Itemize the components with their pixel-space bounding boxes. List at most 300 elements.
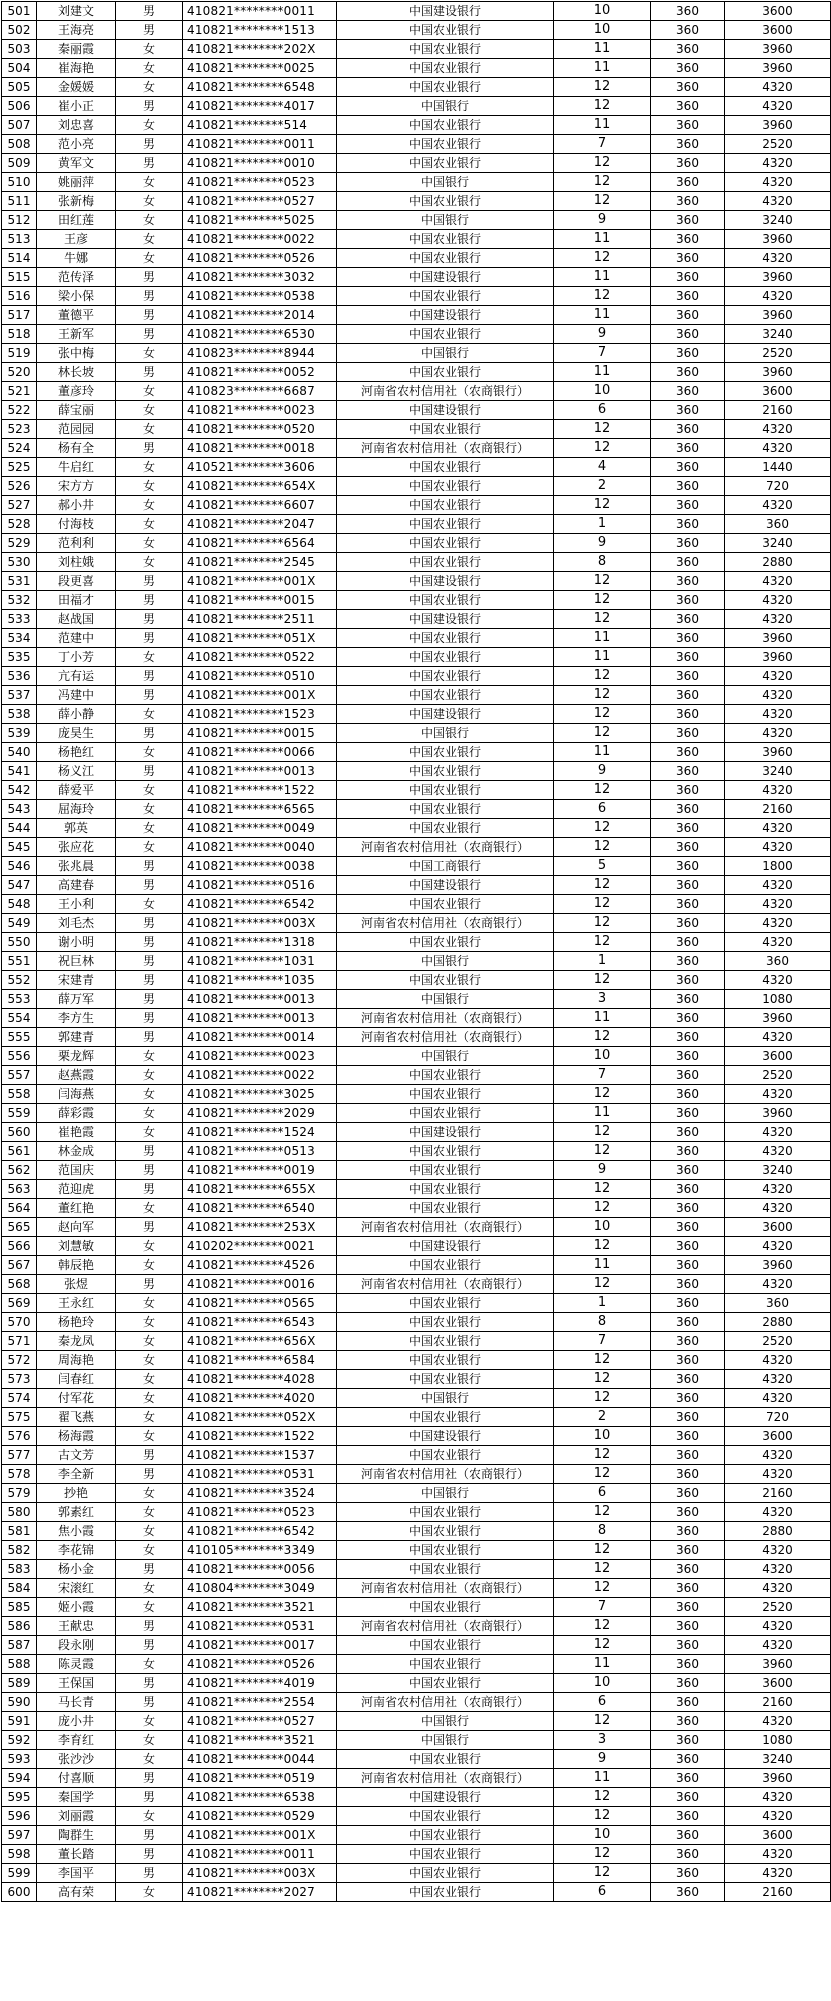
row-number-cell: 551 [2,952,37,971]
months-cell: 2 [554,477,651,496]
bank-cell: 中国农业银行 [337,781,554,800]
name-cell: 王海亮 [37,21,116,40]
gender-cell: 女 [116,344,183,363]
row-number-cell: 567 [2,1256,37,1275]
months-cell: 12 [554,97,651,116]
name-cell: 古文芳 [37,1446,116,1465]
rate-cell: 360 [651,762,725,781]
id-number-cell: 410821********0523 [183,173,337,192]
amount-cell: 4320 [725,1560,831,1579]
gender-cell: 男 [116,1028,183,1047]
table-row [2,249,831,268]
name-cell: 牛启红 [37,458,116,477]
gender-cell: 女 [116,1104,183,1123]
amount-cell: 3960 [725,363,831,382]
rate-cell: 360 [651,667,725,686]
id-number-cell: 410821********3025 [183,1085,337,1104]
name-cell: 杨小金 [37,1560,116,1579]
months-cell: 12 [554,192,651,211]
amount-cell: 3240 [725,762,831,781]
rate-cell: 360 [651,1009,725,1028]
months-cell: 12 [554,591,651,610]
row-number-cell: 574 [2,1389,37,1408]
bank-cell: 河南省农村信用社（农商银行） [337,1275,554,1294]
name-cell: 闫海燕 [37,1085,116,1104]
months-cell: 12 [554,1617,651,1636]
months-cell: 12 [554,1123,651,1142]
bank-cell: 中国农业银行 [337,1598,554,1617]
amount-cell: 4320 [725,819,831,838]
rate-cell: 360 [651,1845,725,1864]
bank-cell: 中国农业银行 [337,1883,554,1902]
row-number-cell: 600 [2,1883,37,1902]
table-row [2,534,831,553]
id-number-cell: 410821********655X [183,1180,337,1199]
table-row [2,591,831,610]
bank-cell: 中国农业银行 [337,1294,554,1313]
rate-cell: 360 [651,1332,725,1351]
row-number-cell: 592 [2,1731,37,1750]
row-number-cell: 528 [2,515,37,534]
row-number-cell: 513 [2,230,37,249]
bank-cell: 中国建设银行 [337,572,554,591]
table-row [2,781,831,800]
row-number-cell: 554 [2,1009,37,1028]
months-cell: 9 [554,211,651,230]
rate-cell: 360 [651,78,725,97]
row-number-cell: 573 [2,1370,37,1389]
bank-cell: 中国农业银行 [337,287,554,306]
id-number-cell: 410821********0522 [183,648,337,667]
amount-cell: 2880 [725,1522,831,1541]
name-cell: 赵向军 [37,1218,116,1237]
gender-cell: 女 [116,1598,183,1617]
gender-cell: 男 [116,1826,183,1845]
amount-cell: 4320 [725,154,831,173]
name-cell: 杨义江 [37,762,116,781]
bank-cell: 中国农业银行 [337,116,554,135]
table-row [2,1256,831,1275]
months-cell: 11 [554,1104,651,1123]
gender-cell: 男 [116,1218,183,1237]
bank-cell: 中国农业银行 [337,1807,554,1826]
amount-cell: 2880 [725,1313,831,1332]
row-number-cell: 572 [2,1351,37,1370]
name-cell: 崔小正 [37,97,116,116]
name-cell: 范小亮 [37,135,116,154]
bank-cell: 中国农业银行 [337,686,554,705]
bank-cell: 中国农业银行 [337,534,554,553]
months-cell: 12 [554,249,651,268]
id-number-cell: 410105********3349 [183,1541,337,1560]
bank-cell: 中国农业银行 [337,1199,554,1218]
months-cell: 7 [554,1066,651,1085]
months-cell: 11 [554,116,651,135]
amount-cell: 4320 [725,1864,831,1883]
months-cell: 12 [554,1275,651,1294]
row-number-cell: 576 [2,1427,37,1446]
table-row [2,1864,831,1883]
months-cell: 12 [554,1541,651,1560]
row-number-cell: 522 [2,401,37,420]
amount-cell: 3600 [725,382,831,401]
months-cell: 6 [554,401,651,420]
name-cell: 刘毛杰 [37,914,116,933]
rate-cell: 360 [651,97,725,116]
table-row [2,1845,831,1864]
name-cell: 赵燕霞 [37,1066,116,1085]
months-cell: 12 [554,610,651,629]
bank-cell: 中国农业银行 [337,971,554,990]
name-cell: 张兆晨 [37,857,116,876]
gender-cell: 男 [116,1617,183,1636]
amount-cell: 3600 [725,2,831,21]
name-cell: 金媛媛 [37,78,116,97]
name-cell: 段更喜 [37,572,116,591]
id-number-cell: 410821********0510 [183,667,337,686]
table-row [2,762,831,781]
id-number-cell: 410821********4020 [183,1389,337,1408]
months-cell: 12 [554,1845,651,1864]
bank-cell: 中国农业银行 [337,553,554,572]
amount-cell: 4320 [725,1142,831,1161]
row-number-cell: 599 [2,1864,37,1883]
name-cell: 李育红 [37,1731,116,1750]
gender-cell: 男 [116,268,183,287]
months-cell: 12 [554,1807,651,1826]
id-number-cell: 410821********4019 [183,1674,337,1693]
rate-cell: 360 [651,1218,725,1237]
table-row [2,1408,831,1427]
row-number-cell: 549 [2,914,37,933]
table-row [2,1674,831,1693]
bank-cell: 河南省农村信用社（农商银行） [337,1028,554,1047]
row-number-cell: 546 [2,857,37,876]
amount-cell: 4320 [725,895,831,914]
row-number-cell: 501 [2,2,37,21]
name-cell: 董红艳 [37,1199,116,1218]
name-cell: 付海枝 [37,515,116,534]
name-cell: 李全新 [37,1465,116,1484]
months-cell: 6 [554,1484,651,1503]
rate-cell: 360 [651,1427,725,1446]
id-number-cell: 410821********0529 [183,1807,337,1826]
name-cell: 范建中 [37,629,116,648]
amount-cell: 4320 [725,686,831,705]
months-cell: 11 [554,743,651,762]
table-row [2,1712,831,1731]
id-number-cell: 410821********0527 [183,1712,337,1731]
table-row [2,1655,831,1674]
bank-cell: 中国农业银行 [337,1180,554,1199]
name-cell: 牛娜 [37,249,116,268]
table-row [2,1199,831,1218]
rate-cell: 360 [651,230,725,249]
id-number-cell: 410821********2545 [183,553,337,572]
row-number-cell: 523 [2,420,37,439]
id-number-cell: 410821********0023 [183,1047,337,1066]
bank-cell: 中国农业银行 [337,1826,554,1845]
amount-cell: 2520 [725,135,831,154]
id-number-cell: 410821********2554 [183,1693,337,1712]
name-cell: 秦丽霞 [37,40,116,59]
id-number-cell: 410821********0011 [183,2,337,21]
id-number-cell: 410821********1524 [183,1123,337,1142]
amount-cell: 4320 [725,439,831,458]
row-number-cell: 527 [2,496,37,515]
rate-cell: 360 [651,1560,725,1579]
name-cell: 杨艳红 [37,743,116,762]
amount-cell: 3960 [725,743,831,762]
table-row [2,819,831,838]
rate-cell: 360 [651,1883,725,1902]
gender-cell: 男 [116,1560,183,1579]
table-row [2,1085,831,1104]
amount-cell: 3600 [725,1826,831,1845]
table-row [2,952,831,971]
bank-cell: 中国农业银行 [337,325,554,344]
name-cell: 田红莲 [37,211,116,230]
bank-cell: 中国银行 [337,344,554,363]
gender-cell: 女 [116,116,183,135]
gender-cell: 女 [116,382,183,401]
table-row [2,705,831,724]
name-cell: 马长青 [37,1693,116,1712]
amount-cell: 3960 [725,1104,831,1123]
table-row [2,439,831,458]
rate-cell: 360 [651,1503,725,1522]
gender-cell: 男 [116,1788,183,1807]
table-row [2,1598,831,1617]
table-row [2,496,831,515]
months-cell: 12 [554,287,651,306]
months-cell: 12 [554,496,651,515]
name-cell: 黄军文 [37,154,116,173]
rate-cell: 360 [651,1123,725,1142]
bank-cell: 中国农业银行 [337,21,554,40]
row-number-cell: 580 [2,1503,37,1522]
bank-cell: 中国农业银行 [337,249,554,268]
amount-cell: 3240 [725,1750,831,1769]
bank-cell: 中国农业银行 [337,933,554,952]
amount-cell: 3240 [725,211,831,230]
months-cell: 9 [554,534,651,553]
table-row [2,21,831,40]
gender-cell: 男 [116,154,183,173]
id-number-cell: 410821********1523 [183,705,337,724]
months-cell: 10 [554,2,651,21]
amount-cell: 4320 [725,78,831,97]
months-cell: 11 [554,1009,651,1028]
amount-cell: 2520 [725,344,831,363]
months-cell: 9 [554,1161,651,1180]
amount-cell: 3960 [725,1256,831,1275]
rate-cell: 360 [651,1579,725,1598]
id-number-cell: 410821********3524 [183,1484,337,1503]
table-row [2,515,831,534]
bank-cell: 中国建设银行 [337,1237,554,1256]
bank-cell: 河南省农村信用社（农商银行） [337,914,554,933]
table-row [2,1807,831,1826]
id-number-cell: 410821********6564 [183,534,337,553]
table-row [2,287,831,306]
rate-cell: 360 [651,971,725,990]
rate-cell: 360 [651,477,725,496]
rate-cell: 360 [651,629,725,648]
months-cell: 6 [554,1693,651,1712]
row-number-cell: 521 [2,382,37,401]
amount-cell: 4320 [725,1845,831,1864]
table-row [2,1389,831,1408]
row-number-cell: 581 [2,1522,37,1541]
rate-cell: 360 [651,800,725,819]
row-number-cell: 545 [2,838,37,857]
months-cell: 10 [554,1427,651,1446]
table-row [2,914,831,933]
id-number-cell: 410821********3521 [183,1731,337,1750]
id-number-cell: 410821********2014 [183,306,337,325]
rate-cell: 360 [651,1161,725,1180]
bank-cell: 中国银行 [337,97,554,116]
table-row [2,154,831,173]
months-cell: 12 [554,572,651,591]
months-cell: 7 [554,1598,651,1617]
amount-cell: 360 [725,1294,831,1313]
gender-cell: 女 [116,1522,183,1541]
row-number-cell: 587 [2,1636,37,1655]
name-cell: 田福才 [37,591,116,610]
amount-cell: 3240 [725,325,831,344]
amount-cell: 4320 [725,420,831,439]
gender-cell: 女 [116,173,183,192]
name-cell: 薛万军 [37,990,116,1009]
gender-cell: 女 [116,1389,183,1408]
gender-cell: 男 [116,287,183,306]
rate-cell: 360 [651,1769,725,1788]
bank-cell: 河南省农村信用社（农商银行） [337,1579,554,1598]
table-row [2,40,831,59]
row-number-cell: 530 [2,553,37,572]
id-number-cell: 410821********0526 [183,1655,337,1674]
name-cell: 庞小井 [37,1712,116,1731]
id-number-cell: 410821********2047 [183,515,337,534]
row-number-cell: 585 [2,1598,37,1617]
row-number-cell: 591 [2,1712,37,1731]
months-cell: 12 [554,1351,651,1370]
months-cell: 1 [554,515,651,534]
months-cell: 9 [554,1750,651,1769]
amount-cell: 2160 [725,401,831,420]
rate-cell: 360 [651,1750,725,1769]
rate-cell: 360 [651,686,725,705]
rate-cell: 360 [651,1047,725,1066]
row-number-cell: 516 [2,287,37,306]
amount-cell: 2160 [725,1693,831,1712]
gender-cell: 男 [116,1142,183,1161]
months-cell: 12 [554,838,651,857]
bank-cell: 中国农业银行 [337,1408,554,1427]
months-cell: 12 [554,667,651,686]
rate-cell: 360 [651,1807,725,1826]
id-number-cell: 410821********003X [183,1864,337,1883]
amount-cell: 3960 [725,1009,831,1028]
gender-cell: 女 [116,1047,183,1066]
name-cell: 王永红 [37,1294,116,1313]
amount-cell: 3600 [725,1047,831,1066]
gender-cell: 女 [116,40,183,59]
row-number-cell: 582 [2,1541,37,1560]
name-cell: 崔海艳 [37,59,116,78]
row-number-cell: 512 [2,211,37,230]
table-row [2,382,831,401]
table-row [2,477,831,496]
amount-cell: 4320 [725,1617,831,1636]
table-row [2,1047,831,1066]
bank-cell: 中国农业银行 [337,1541,554,1560]
table-row [2,724,831,743]
months-cell: 12 [554,173,651,192]
table-row [2,2,831,21]
gender-cell: 男 [116,1275,183,1294]
months-cell: 11 [554,306,651,325]
bank-cell: 中国农业银行 [337,363,554,382]
months-cell: 10 [554,1047,651,1066]
gender-cell: 男 [116,21,183,40]
gender-cell: 男 [116,952,183,971]
gender-cell: 男 [116,1674,183,1693]
gender-cell: 女 [116,1199,183,1218]
rate-cell: 360 [651,1294,725,1313]
name-cell: 董彦玲 [37,382,116,401]
gender-cell: 女 [116,1750,183,1769]
id-number-cell: 410821********0022 [183,1066,337,1085]
rate-cell: 360 [651,192,725,211]
id-number-cell: 410821********001X [183,686,337,705]
rate-cell: 360 [651,1351,725,1370]
id-number-cell: 410821********656X [183,1332,337,1351]
table-row [2,1218,831,1237]
months-cell: 12 [554,420,651,439]
id-number-cell: 410821********001X [183,572,337,591]
name-cell: 王新军 [37,325,116,344]
name-cell: 张应花 [37,838,116,857]
months-cell: 12 [554,1199,651,1218]
months-cell: 3 [554,1731,651,1750]
row-number-cell: 536 [2,667,37,686]
id-number-cell: 410821********6540 [183,1199,337,1218]
name-cell: 秦龙凤 [37,1332,116,1351]
rate-cell: 360 [651,1826,725,1845]
rate-cell: 360 [651,1731,725,1750]
gender-cell: 女 [116,515,183,534]
amount-cell: 4320 [725,1446,831,1465]
months-cell: 12 [554,724,651,743]
rate-cell: 360 [651,1199,725,1218]
name-cell: 薛彩霞 [37,1104,116,1123]
id-number-cell: 410821********0527 [183,192,337,211]
bank-cell: 中国银行 [337,1731,554,1750]
name-cell: 梁小保 [37,287,116,306]
rate-cell: 360 [651,1256,725,1275]
amount-cell: 3600 [725,21,831,40]
bank-cell: 中国农业银行 [337,895,554,914]
id-number-cell: 410821********0520 [183,420,337,439]
amount-cell: 3960 [725,648,831,667]
gender-cell: 女 [116,819,183,838]
row-number-cell: 577 [2,1446,37,1465]
table-row [2,1237,831,1256]
rate-cell: 360 [651,21,725,40]
